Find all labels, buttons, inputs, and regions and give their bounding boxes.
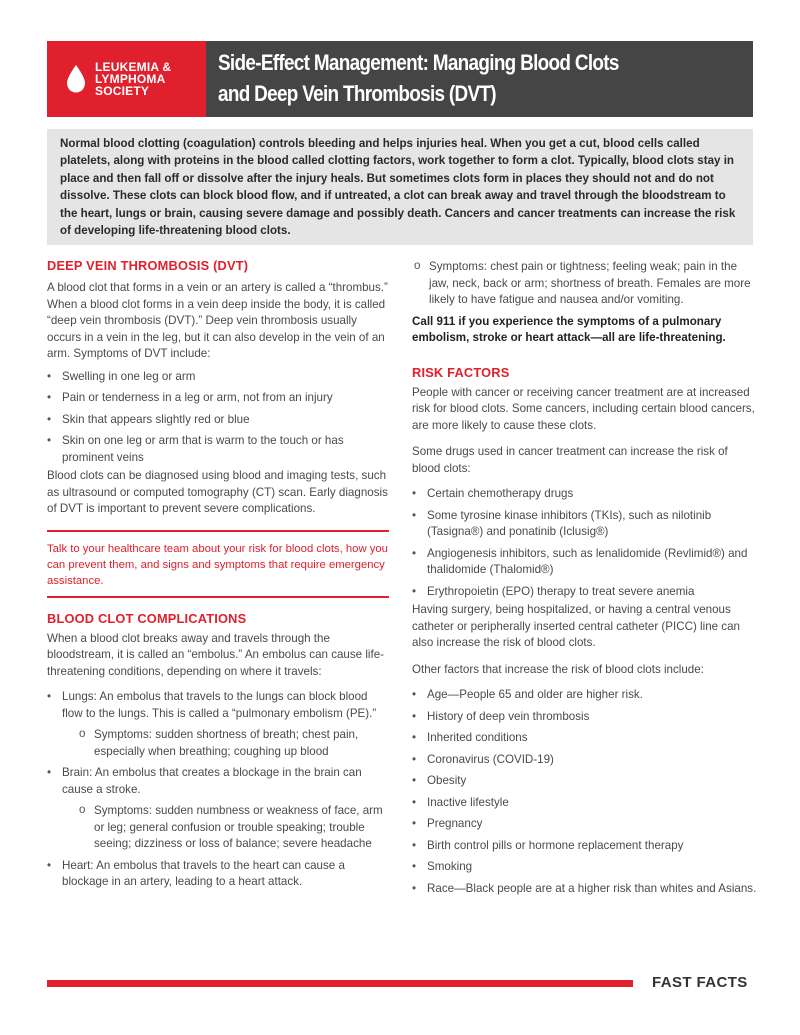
list-item: • Swelling in one leg or arm: [47, 369, 389, 386]
list-item: • Inherited conditions: [412, 730, 757, 747]
intro-box: [47, 129, 753, 245]
left-column: [47, 257, 389, 896]
callout-box: [47, 530, 389, 598]
title-banner: [206, 41, 753, 117]
page-title-line-1: Side-Effect Management: Managing Blood Clots: [218, 50, 619, 75]
list-item: • Certain chemotherapy drugs: [412, 486, 757, 503]
logo-wordmark: [95, 61, 171, 97]
list-item: • Smoking: [412, 859, 757, 876]
drug-list: [412, 486, 757, 600]
list-item: • Coronavirus (COVID-19): [412, 752, 757, 769]
list-item: o Symptoms: chest pain or tightness; feeling weak; pain in the jaw, neck, back or arm; shortness of breath. Females are more likely to have fatigue and nausea and/or vomiting.: [397, 259, 757, 309]
right-column: [412, 257, 757, 902]
list-item: • Birth control pills or hormone replacement therapy: [412, 838, 757, 855]
list-item: • Skin that appears slightly red or blue: [47, 412, 389, 429]
list-item: • Pregnancy: [412, 816, 757, 833]
blood-drop-icon: [65, 64, 87, 94]
complications-list: [47, 689, 389, 891]
call-911-text: Call 911 if you experience the symptoms of a pulmonary embolism, stroke or heart attack—all are life-threatening.: [412, 314, 726, 344]
lungs-text: Lungs: An embolus that travels to the lungs can block blood flow to the lungs. This is called a “pulmonary embolism (PE).”: [62, 690, 377, 720]
list-item: • History of deep vein thrombosis: [412, 709, 757, 726]
list-item: o Symptoms: sudden numbness or weakness of face, arm or leg; general confusion or trouble speaking; trouble seeing; dizziness or loss of balance; severe headache: [62, 803, 389, 853]
footer-label: FAST FACTS: [652, 974, 748, 991]
risk-paragraph-4: Other factors that increase the risk of blood clots include:: [412, 662, 704, 676]
logo-line-1: LEUKEMIA &: [95, 60, 172, 74]
list-item: • Erythropoietin (EPO) therapy to treat severe anemia: [412, 584, 757, 601]
list-item: • Angiogenesis inhibitors, such as lenalidomide (Revlimid®) and thalidomide (Thalomid®): [412, 546, 757, 579]
risk-paragraph-1: People with cancer or receiving cancer treatment are at increased risk for blood clots. Some cancers, including certain blood cancers, are more likely to cause these clots.: [412, 385, 755, 432]
list-item-lungs: [47, 689, 389, 760]
callout-text: Talk to your healthcare team about your risk for blood clots, how you can prevent them, and signs and symptoms that require emergency assistance.: [47, 542, 388, 587]
brain-text: Brain: An embolus that creates a blockage in the brain can cause a stroke.: [62, 766, 362, 796]
page-header: [47, 41, 753, 117]
list-item: • Skin on one leg or arm that is warm to the touch or has prominent veins: [47, 433, 389, 466]
list-item: • Inactive lifestyle: [412, 795, 757, 812]
lls-logo: [47, 41, 206, 117]
footer-rule: [47, 980, 633, 987]
list-item: • Pain or tenderness in a leg or arm, not from an injury: [47, 390, 389, 407]
dvt-heading: DEEP VEIN THROMBOSIS (DVT): [47, 258, 249, 273]
list-item-heart: • Heart: An embolus that travels to the heart can cause a blockage in an artery, leading to a heart attack.: [47, 858, 389, 891]
list-item: • Age—People 65 and older are higher risk.: [412, 687, 757, 704]
complications-intro: When a blood clot breaks away and travels through the bloodstream, it is called an “embolus.” An embolus can cause life-threatening conditions, depending on where it travels:: [47, 631, 385, 678]
risk-paragraph-2: Some drugs used in cancer treatment can increase the risk of blood clots:: [412, 445, 728, 475]
list-item: • Some tyrosine kinase inhibitors (TKIs), such as nilotinib (Tasigna®) and ponatinib (Iclusig®): [412, 508, 757, 541]
page-title-line-2: and Deep Vein Thrombosis (DVT): [218, 81, 496, 106]
list-item: o Symptoms: sudden shortness of breath; chest pain, especially when breathing; coughing up blood: [62, 727, 389, 760]
intro-text: Normal blood clotting (coagulation) controls bleeding and helps injuries heal. When you get a cut, blood cells called platelets, along with proteins in the blood called clotting factors, work together to form a clot. Typically, blood clots stay in place and then fall off or dissolve after the injury heals. But sometimes clots form in places they should not and do not dissolve. These clots can block blood flow, and if untreated, a clot can break away and travel through the bloodstream to the heart, lungs or brain, causing severe damage and possibly death. Cancers and cancer treatments can increase the risk of developing life-threatening blood clots.: [60, 137, 736, 238]
dvt-symptom-list: [47, 369, 389, 467]
risk-heading: RISK FACTORS: [412, 364, 510, 380]
list-item-brain: [47, 765, 389, 853]
logo-line-3: SOCIETY: [95, 84, 150, 98]
complications-heading: BLOOD CLOT COMPLICATIONS: [47, 610, 247, 626]
heart-sub-list: [412, 259, 757, 309]
dvt-paragraph-1: A blood clot that forms in a vein or an artery is called a “thrombus.” When a blood clot forms in a vein deep inside the body, it is called “deep vein thrombosis (DVT).” Deep vein thrombosis usually occurs in a vein in the leg, but it can also develop in the vein of an arm. Symptoms of DVT include:: [47, 281, 388, 360]
risk-paragraph-3: Having surgery, being hospitalized, or having a central venous catheter or peripherally inserted central catheter (PICC) line can also increase the risk of blood clots.: [412, 603, 740, 649]
lungs-sub-list: [62, 727, 389, 760]
logo-line-2: LYMPHOMA: [95, 72, 166, 86]
dvt-paragraph-2: Blood clots can be diagnosed using blood and imaging tests, such as ultrasound or computed tomography (CT) scan. Early diagnosis of DVT is important to prevent severe complications.: [47, 469, 388, 515]
list-item: • Race—Black people are at a higher risk than whites and Asians.: [412, 881, 757, 898]
risk-factor-list: [412, 687, 757, 897]
brain-sub-list: [62, 803, 389, 853]
list-item: • Obesity: [412, 773, 757, 790]
